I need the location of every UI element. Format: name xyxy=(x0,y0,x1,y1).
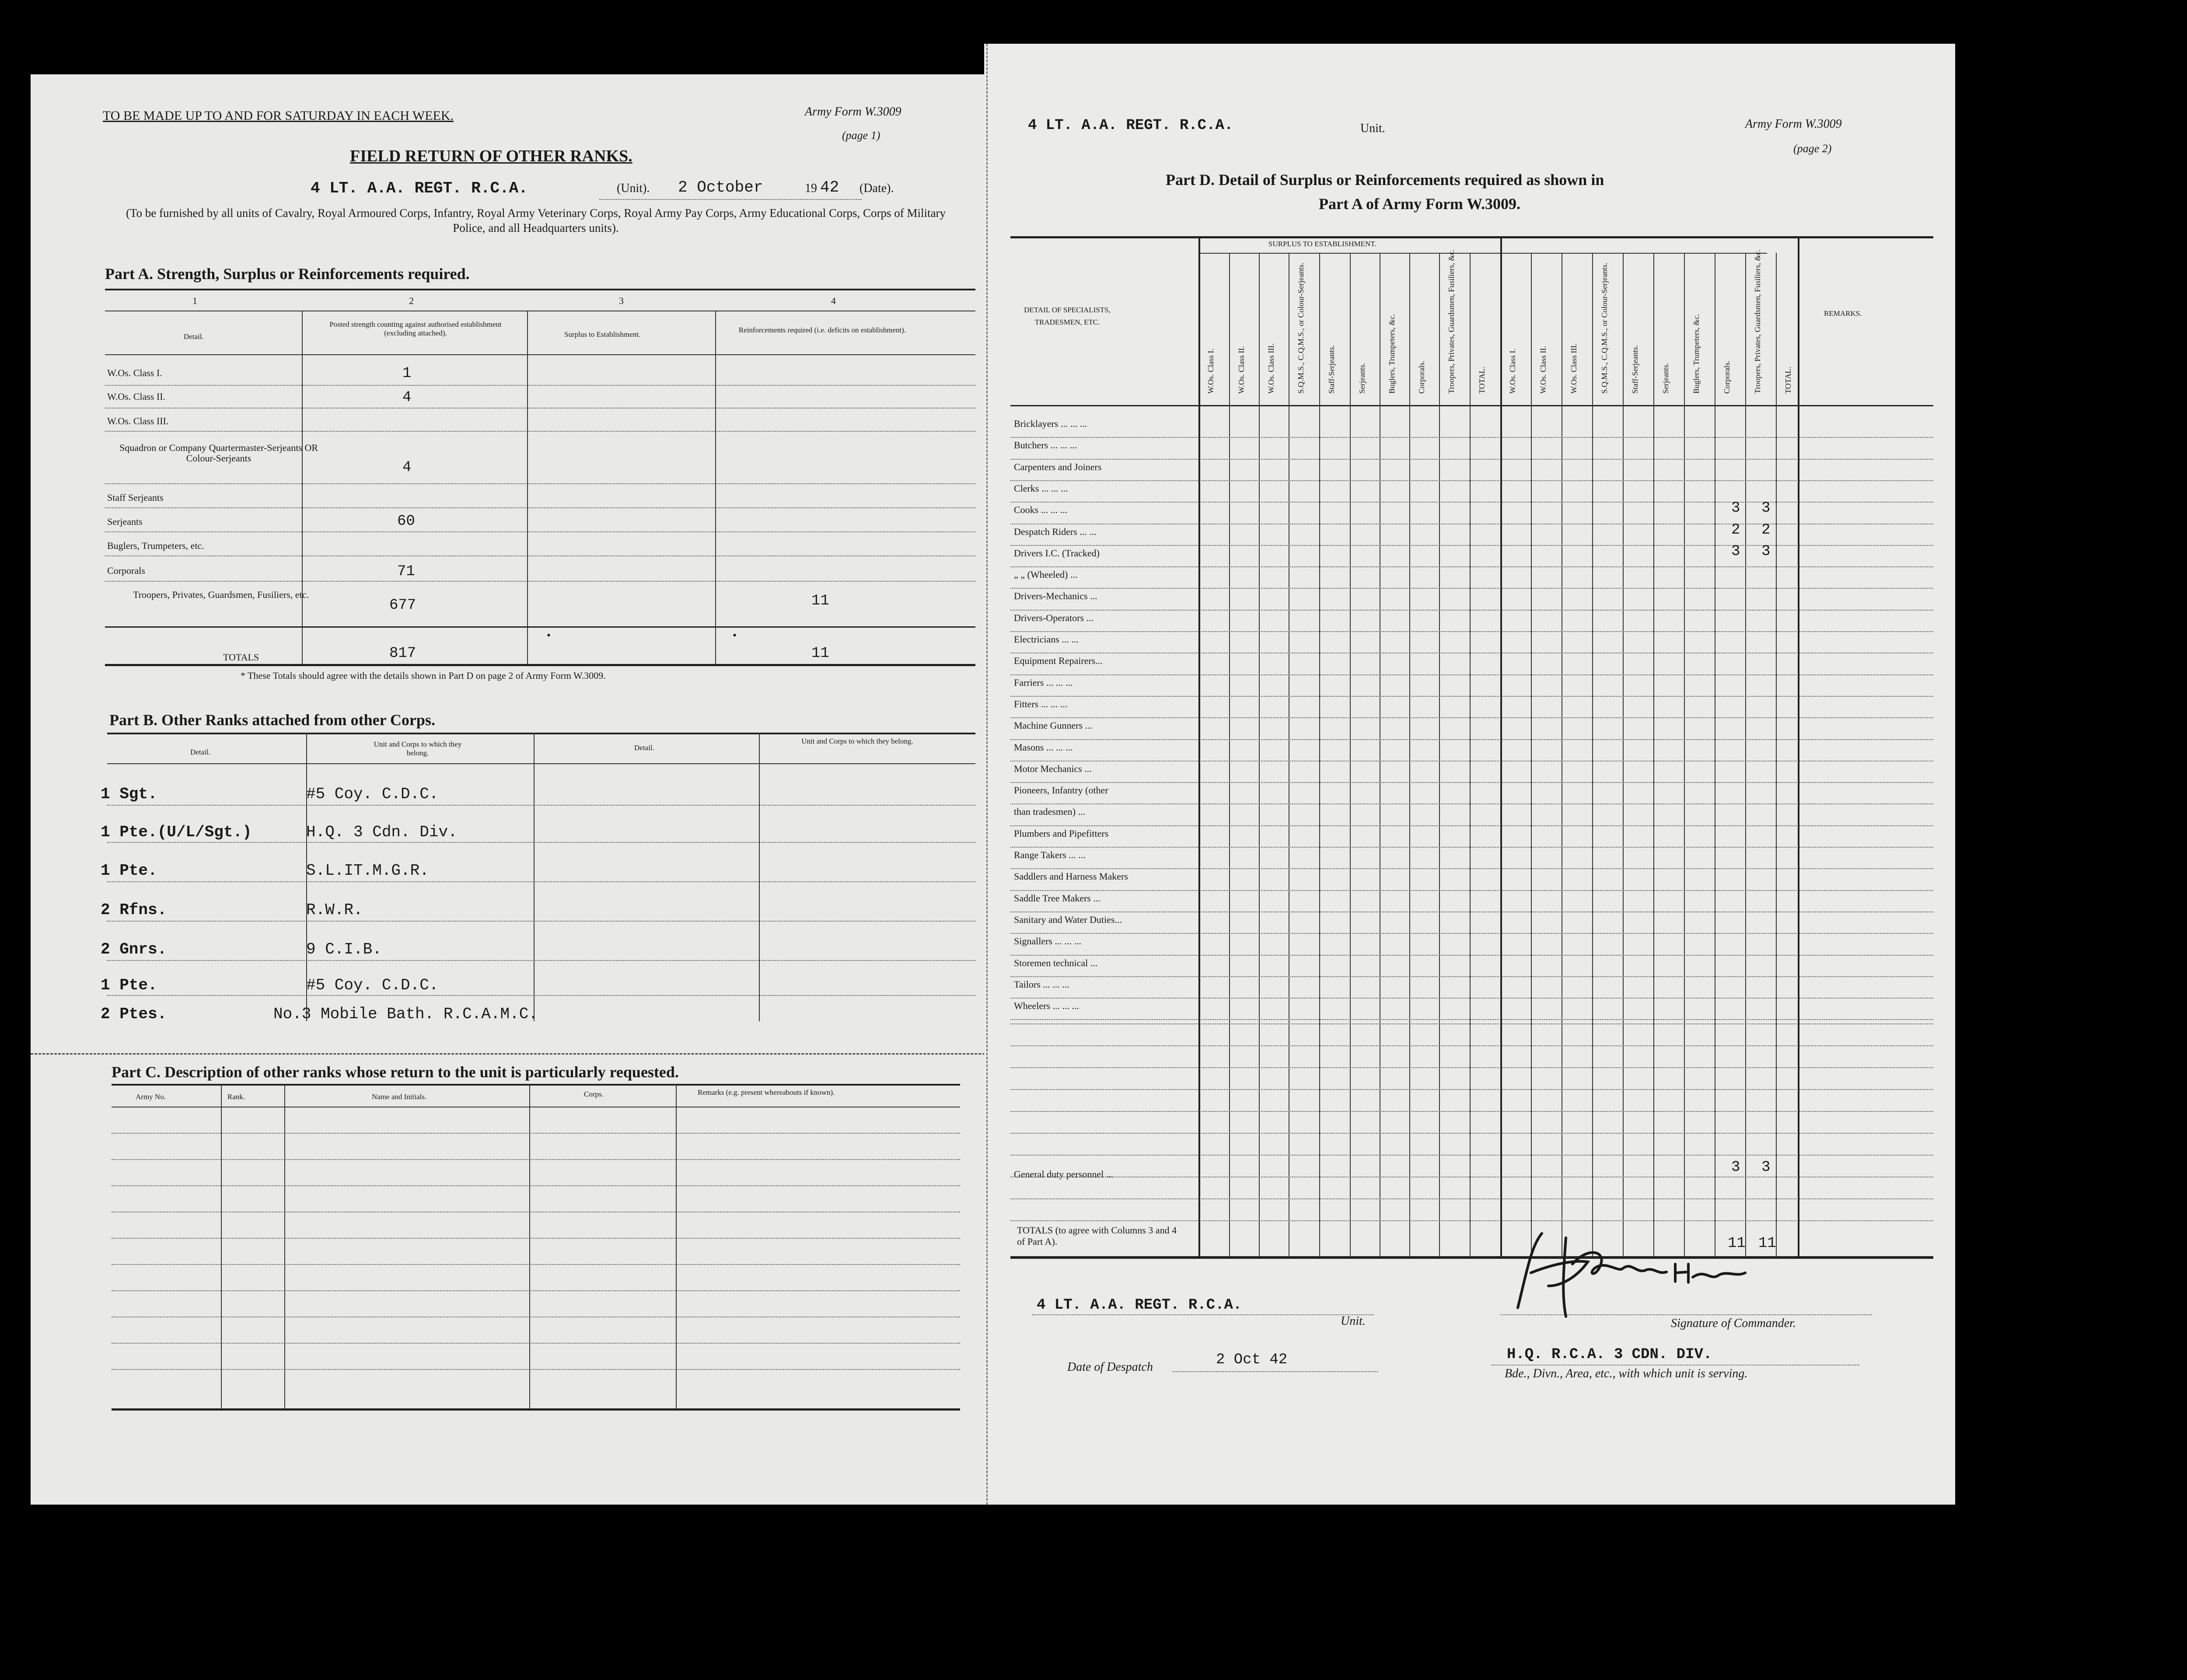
detail-header: DETAIL OF SPECIALISTS, TRADESMEN, ETC. xyxy=(1024,306,1111,326)
trade-label: Saddlers and Harness Makers xyxy=(1014,871,1128,882)
unit-name: 4 LT. A.A. REGT. R.C.A. xyxy=(311,179,528,197)
row-detail: W.Os. Class I. xyxy=(107,367,162,378)
part-c-title: Part C. Description of other ranks whose return to the unit is particularly requested. xyxy=(112,1063,679,1081)
row-detail: Corporals xyxy=(107,565,145,576)
row-posted: 71 xyxy=(397,563,415,580)
trade-label: Plumbers and Pipefitters xyxy=(1014,828,1109,839)
reinforcement-column-header: TOTAL. xyxy=(1784,367,1792,394)
trade-label: Signallers ... ... ... xyxy=(1014,936,1081,947)
attached-unit: H.Q. 3 Cdn. Div. xyxy=(306,823,458,841)
trade-label: Cooks ... ... ... xyxy=(1014,504,1068,516)
page-number: (page 2) xyxy=(1793,142,1832,155)
trade-label: Butchers ... ... ... xyxy=(1014,440,1077,451)
part-d-title: Part D. Detail of Surplus or Reinforcements required as shown in xyxy=(1166,171,1604,189)
trade-label: Storemen technical ... xyxy=(1014,957,1098,968)
col-header-rank: Rank. xyxy=(227,1093,245,1101)
col-header-detail: Detail. xyxy=(184,332,204,341)
row-posted: 4 xyxy=(402,389,412,406)
date-label: (Date). xyxy=(859,182,894,195)
trade-corporals: 3 xyxy=(1731,543,1740,560)
surplus-column-header: Troopers, Privates, Guardsmen, Fusiliers, &c. xyxy=(1447,249,1456,394)
surplus-column-header: S.Q.M.S., C.Q.M.S., or Colour-Serjeants. xyxy=(1296,262,1305,394)
trade-label: Bricklayers ... ... ... xyxy=(1014,418,1087,429)
row-detail: Buglers, Trumpeters, etc. xyxy=(107,540,204,551)
trade-label: Sanitary and Water Duties... xyxy=(1014,914,1122,925)
row-detail: Troopers, Privates, Guardsmen, Fusiliers, etc. xyxy=(133,589,309,600)
trade-label: Despatch Riders ... ... xyxy=(1014,526,1097,537)
totals-corporals: 11 xyxy=(1728,1235,1746,1252)
remarks-header: REMARKS. xyxy=(1824,309,1862,318)
trade-label: Range Takers ... ... xyxy=(1014,849,1086,860)
surplus-column-header: Staff-Serjeants. xyxy=(1327,345,1336,394)
col-number: 4 xyxy=(831,295,836,306)
attached-unit: 9 C.I.B. xyxy=(306,940,382,958)
trade-label: Equipment Repairers... xyxy=(1014,655,1103,667)
attached-detail: 1 Pte.(U/L/Sgt.) xyxy=(101,823,252,841)
attached-detail: 2 Gnrs. xyxy=(101,940,167,958)
trade-total: 3 xyxy=(1761,543,1771,560)
trade-label: Drivers-Mechanics ... xyxy=(1014,590,1097,602)
unit-name: 4 LT. A.A. REGT. R.C.A. xyxy=(1028,117,1233,134)
row-posted: 677 xyxy=(389,597,416,614)
form-page-1: TO BE MADE UP TO AND FOR SATURDAY IN EACH WEEK. Army Form W.3009 (page 1) FIELD RETURN OF OTHER RANKS. 4 LT. A.A. REGT. R.C.A. (Unit). 2 October 19 42 (Date). (To be furnished by all units of Cavalry, Royal Armoured Corps, Infantry, Royal Army Veterinary Corps, Royal Army Pay Corps, Army Educational Corps, Corps of Military Police, and all Headquarters units). Part A. Strength, Surplus or Reinforcements required. 1 2 3 4 Detail. Posted strength counting against authorised establishment (excluding attached). Surplus to Establishment. Reinforcements required (i.e. deficits on establishment). W.Os. Class I. 1 W.Os. Class II. 4 W.Os. Class III. Squadron or Company Quartermaster-Serjeants OR Colour-Serjeants 4 Staff Serjeants Serjeants 60 Buglers, Trumpeters, etc. Corporals 71 Troopers, Privates, Guardsmen, Fusiliers, etc. 677 11 • • TOTALS 817 11 * These Totals should agree with the details shown in Part D on page 2 of Army Form W.3009. Part B. Other Ranks attached from other Corps. Detail. Unit and Corps to which they belong. Detail. Unit and Corps to which they belong. 1 Sgt. #5 Coy. C.D.C. 1 Pte.(U/L/Sgt.) H.Q. 3 Cdn. Div. 1 Pte. S.L.IT.M.G.R. 2 Rfns. R.W.R. 2 Gnrs. 9 C.I.B. 1 Pte. #5 Coy. C.D.C. 2 Ptes. No.3 Mobile Bath. R.C.A.M.C. Part C. Description of other ranks whose return to the unit is particularly requested. Army No. Rank. Name and Initials. Corps. Remarks (e.g. present whereabouts if known). xyxy=(31,74,993,1505)
trade-label: Saddle Tree Makers ... xyxy=(1014,892,1100,904)
surplus-column-header: Buglers, Trumpeters, &c. xyxy=(1387,314,1396,394)
weekly-instruction: TO BE MADE UP TO AND FOR SATURDAY IN EACH WEEK. xyxy=(103,108,454,123)
surplus-header: SURPLUS TO ESTABLISHMENT. xyxy=(1268,240,1376,248)
col-header-name: Name and Initials. xyxy=(372,1093,427,1101)
row-detail: W.Os. Class III. xyxy=(107,416,169,426)
part-d-subtitle: Part A of Army Form W.3009. xyxy=(1319,195,1520,213)
col-header-unit: Unit and Corps to which they belong. xyxy=(801,737,913,745)
col-header-unit: Unit and Corps to which they belong. xyxy=(374,740,462,757)
reinforcement-column-header: Buglers, Trumpeters, &c. xyxy=(1692,314,1701,394)
formation-label: Bde., Divn., Area, etc., with which unit is serving. xyxy=(1505,1367,1748,1380)
unit-label: Unit. xyxy=(1360,122,1385,135)
attached-detail: 2 Rfns. xyxy=(101,901,167,919)
col-number: 3 xyxy=(619,295,624,306)
trade-label: Electricians ... ... xyxy=(1014,634,1079,645)
trade-label: Tailors ... ... ... xyxy=(1014,978,1069,990)
report-date: 2 October xyxy=(678,178,763,196)
row-detail: Staff Serjeants xyxy=(107,492,164,503)
trade-label: Motor Mechanics ... xyxy=(1014,763,1092,774)
trade-label: Drivers-Operators ... xyxy=(1014,612,1094,623)
trade-label: Fitters ... ... ... xyxy=(1014,698,1068,709)
trade-label: Drivers I.C. (Tracked) xyxy=(1014,547,1100,559)
reinforcement-column-header: Staff-Serjeants. xyxy=(1631,345,1639,394)
totals-total: 11 xyxy=(1758,1235,1776,1252)
trade-label: Masons ... ... ... xyxy=(1014,741,1073,753)
trade-label: „ „ (Wheeled) ... xyxy=(1014,569,1078,580)
despatch-label: Date of Despatch xyxy=(1067,1360,1153,1374)
attached-detail: 2 Ptes. xyxy=(101,1005,167,1023)
trade-label: Carpenters and Joiners xyxy=(1014,461,1102,472)
trade-label: Machine Gunners ... xyxy=(1014,720,1093,731)
col-header-detail: Detail. xyxy=(190,748,210,756)
col-number: 2 xyxy=(409,295,414,306)
footer-unit-label: Unit. xyxy=(1341,1314,1366,1328)
signature-label: Signature of Commander. xyxy=(1671,1317,1796,1330)
year-prefix: 19 xyxy=(805,182,817,195)
trade-total: 2 xyxy=(1761,521,1771,538)
part-b-title: Part B. Other Ranks attached from other Corps. xyxy=(109,711,435,729)
surplus-column-header: TOTAL. xyxy=(1478,367,1486,394)
attached-unit: R.W.R. xyxy=(306,901,363,919)
surplus-column-header: W.Os. Class II. xyxy=(1237,346,1246,394)
report-year: 42 xyxy=(820,178,839,196)
col-number: 1 xyxy=(192,295,197,306)
trade-corporals: 2 xyxy=(1731,521,1740,538)
row-posted: 4 xyxy=(402,459,412,476)
attached-unit: #5 Coy. C.D.C. xyxy=(306,785,439,803)
col-header-remarks: Remarks (e.g. present whereabouts if known). xyxy=(698,1088,835,1097)
attached-detail: 1 Pte. xyxy=(101,862,157,880)
col-header-surplus: Surplus to Establishment. xyxy=(564,330,641,339)
reinforcement-column-header: W.Os. Class III. xyxy=(1569,343,1578,394)
form-title: FIELD RETURN OF OTHER RANKS. xyxy=(350,147,632,165)
surplus-column-header: W.Os. Class I. xyxy=(1206,349,1215,394)
totals-label: TOTALS xyxy=(223,652,259,663)
totals-posted: 817 xyxy=(389,645,416,662)
totals-label: TOTALS (to agree with Columns 3 and 4 of Part A). xyxy=(1017,1225,1177,1247)
page-number: (page 1) xyxy=(842,129,880,142)
general-duty-total: 3 xyxy=(1761,1159,1771,1176)
general-duty-label: General duty personnel ... xyxy=(1014,1169,1114,1180)
trade-label: Clerks ... ... ... xyxy=(1014,482,1068,494)
trade-total: 3 xyxy=(1761,500,1771,517)
trade-label: Pioneers, Infantry (other xyxy=(1014,785,1108,796)
reinforcement-column-header: W.Os. Class I. xyxy=(1508,349,1517,394)
despatch-date: 2 Oct 42 xyxy=(1216,1352,1288,1368)
surplus-column-header: Serjeants. xyxy=(1358,363,1366,394)
totals-reinforcements: 11 xyxy=(811,645,829,662)
row-reinforcements: 11 xyxy=(811,593,829,609)
attached-unit: #5 Coy. C.D.C. xyxy=(306,976,439,994)
row-detail: Serjeants xyxy=(107,516,143,527)
row-posted: 60 xyxy=(397,513,415,530)
reinforcement-column-header: Troopers, Privates, Guardsmen, Fusiliers, &c. xyxy=(1753,249,1762,394)
army-form-number: Army Form W.3009 xyxy=(1745,117,1842,131)
totals-note: * These Totals should agree with the details shown in Part D on page 2 of Army Form W.3009. xyxy=(241,670,606,681)
form-page-2 xyxy=(984,44,1955,1505)
trade-label: Farriers ... ... ... xyxy=(1014,677,1073,688)
army-form-number: Army Form W.3009 xyxy=(805,105,901,119)
row-detail: Squadron or Company Quartermaster-Serjeants OR Colour-Serjeants xyxy=(119,442,318,464)
reinforcement-column-header: S.Q.M.S., C.Q.M.S., or Colour-Serjeants. xyxy=(1600,262,1609,394)
col-header-posted: Posted strength counting against authorised establishment (excluding attached). xyxy=(329,320,502,337)
unit-label: (Unit). xyxy=(617,182,650,195)
attached-unit: S.L.IT.M.G.R. xyxy=(306,862,429,880)
reinforcement-column-header: W.Os. Class II. xyxy=(1539,346,1548,394)
attached-detail: 1 Pte. xyxy=(101,976,157,994)
surplus-column-header: W.Os. Class III. xyxy=(1267,343,1275,394)
row-detail: W.Os. Class II. xyxy=(107,391,166,402)
attached-detail: 1 Sgt. xyxy=(101,785,157,803)
trade-label: Wheelers ... ... ... xyxy=(1014,1000,1080,1012)
furnish-note: (To be furnished by all units of Cavalry, Royal Armoured Corps, Infantry, Royal Army Veterinary Corps, Royal Army Pay Corps, Army Educational Corps, Corps of Military Police, and all Headquarters units). xyxy=(126,206,946,234)
col-header-reinforcements: Reinforcements required (i.e. deficits on establishment). xyxy=(738,326,906,334)
footer-unit: 4 LT. A.A. REGT. R.C.A. xyxy=(1037,1297,1242,1313)
reinforcement-column-header: Serjeants. xyxy=(1661,363,1670,394)
col-header-army-no: Army No. xyxy=(136,1093,166,1101)
part-a-title: Part A. Strength, Surplus or Reinforcements required. xyxy=(105,265,470,283)
formation: H.Q. R.C.A. 3 CDN. DIV. xyxy=(1507,1346,1712,1363)
trade-label: than tradesmen) ... xyxy=(1014,806,1086,817)
row-posted: 1 xyxy=(402,365,412,382)
attached-unit: No.3 Mobile Bath. R.C.A.M.C. xyxy=(273,1005,538,1023)
general-duty-corporals: 3 xyxy=(1731,1159,1740,1176)
col-header-corps: Corps. xyxy=(584,1090,604,1098)
trade-corporals: 3 xyxy=(1731,500,1740,517)
col-header-detail: Detail. xyxy=(634,744,654,752)
surplus-column-header: Corporals. xyxy=(1417,360,1426,394)
reinforcement-column-header: Corporals. xyxy=(1722,360,1731,394)
